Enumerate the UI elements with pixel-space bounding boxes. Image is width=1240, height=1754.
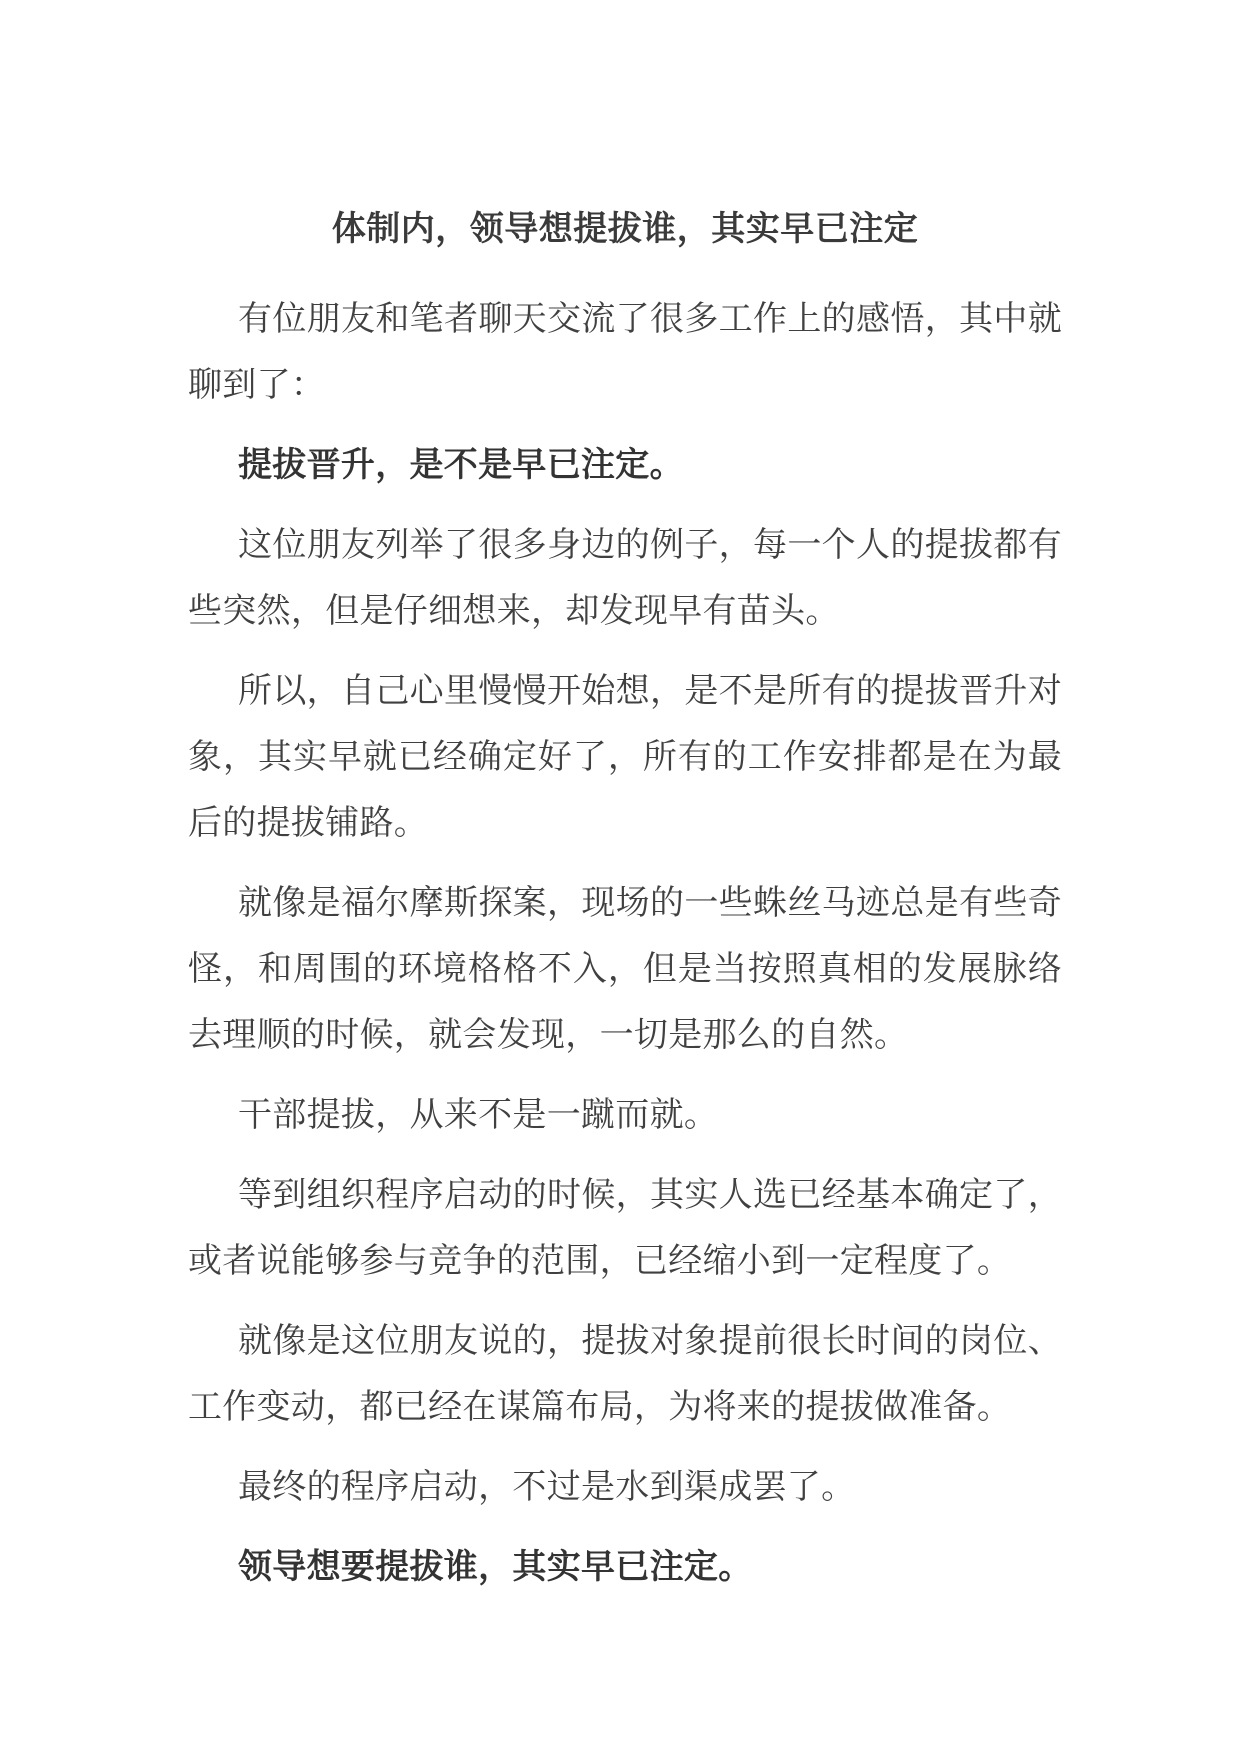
paragraph-examples: 这位朋友列举了很多身边的例子，每一个人的提拔都有些突然，但是仔细想来，却发现早有苗头。 (188, 525, 1062, 631)
document-title: 体制内，领导想提拔谁，其实早已注定 (331, 209, 919, 249)
paragraph-question-bold: 提拔晋升，是不是早已注定。 (238, 445, 684, 485)
paragraph-intro: 有位朋友和笔者聊天交流了很多工作上的感悟，其中就聊到了： (188, 299, 1062, 405)
document-page (188, 198, 1062, 1614)
paragraph-natural-outcome: 最终的程序启动，不过是水到渠成罢了。 (238, 1467, 856, 1507)
paragraph-candidate-determined: 等到组织程序启动的时候，其实人选已经基本确定了，或者说能够参与竞争的范围，已经缩小到一定程度了。 (188, 1175, 1062, 1281)
paragraph-not-overnight: 干部提拔，从来不是一蹴而就。 (238, 1095, 719, 1135)
paragraph-reflection: 所以，自己心里慢慢开始想，是不是所有的提拔晋升对象，其实早就已经确定好了，所有的工作安排都是在为最后的提拔铺路。 (188, 671, 1062, 843)
paragraph-job-changes: 就像是这位朋友说的，提拔对象提前很长时间的岗位、工作变动，都已经在谋篇布局，为将来的提拔做准备。 (188, 1321, 1062, 1427)
paragraph-holmes-analogy: 就像是福尔摩斯探案，现场的一些蛛丝马迹总是有些奇怪，和周围的环境格格不入，但是当按照真相的发展脉络去理顺的时候，就会发现，一切是那么的自然。 (188, 883, 1062, 1055)
paragraph-conclusion-bold: 领导想要提拔谁，其实早已注定。 (238, 1547, 753, 1587)
